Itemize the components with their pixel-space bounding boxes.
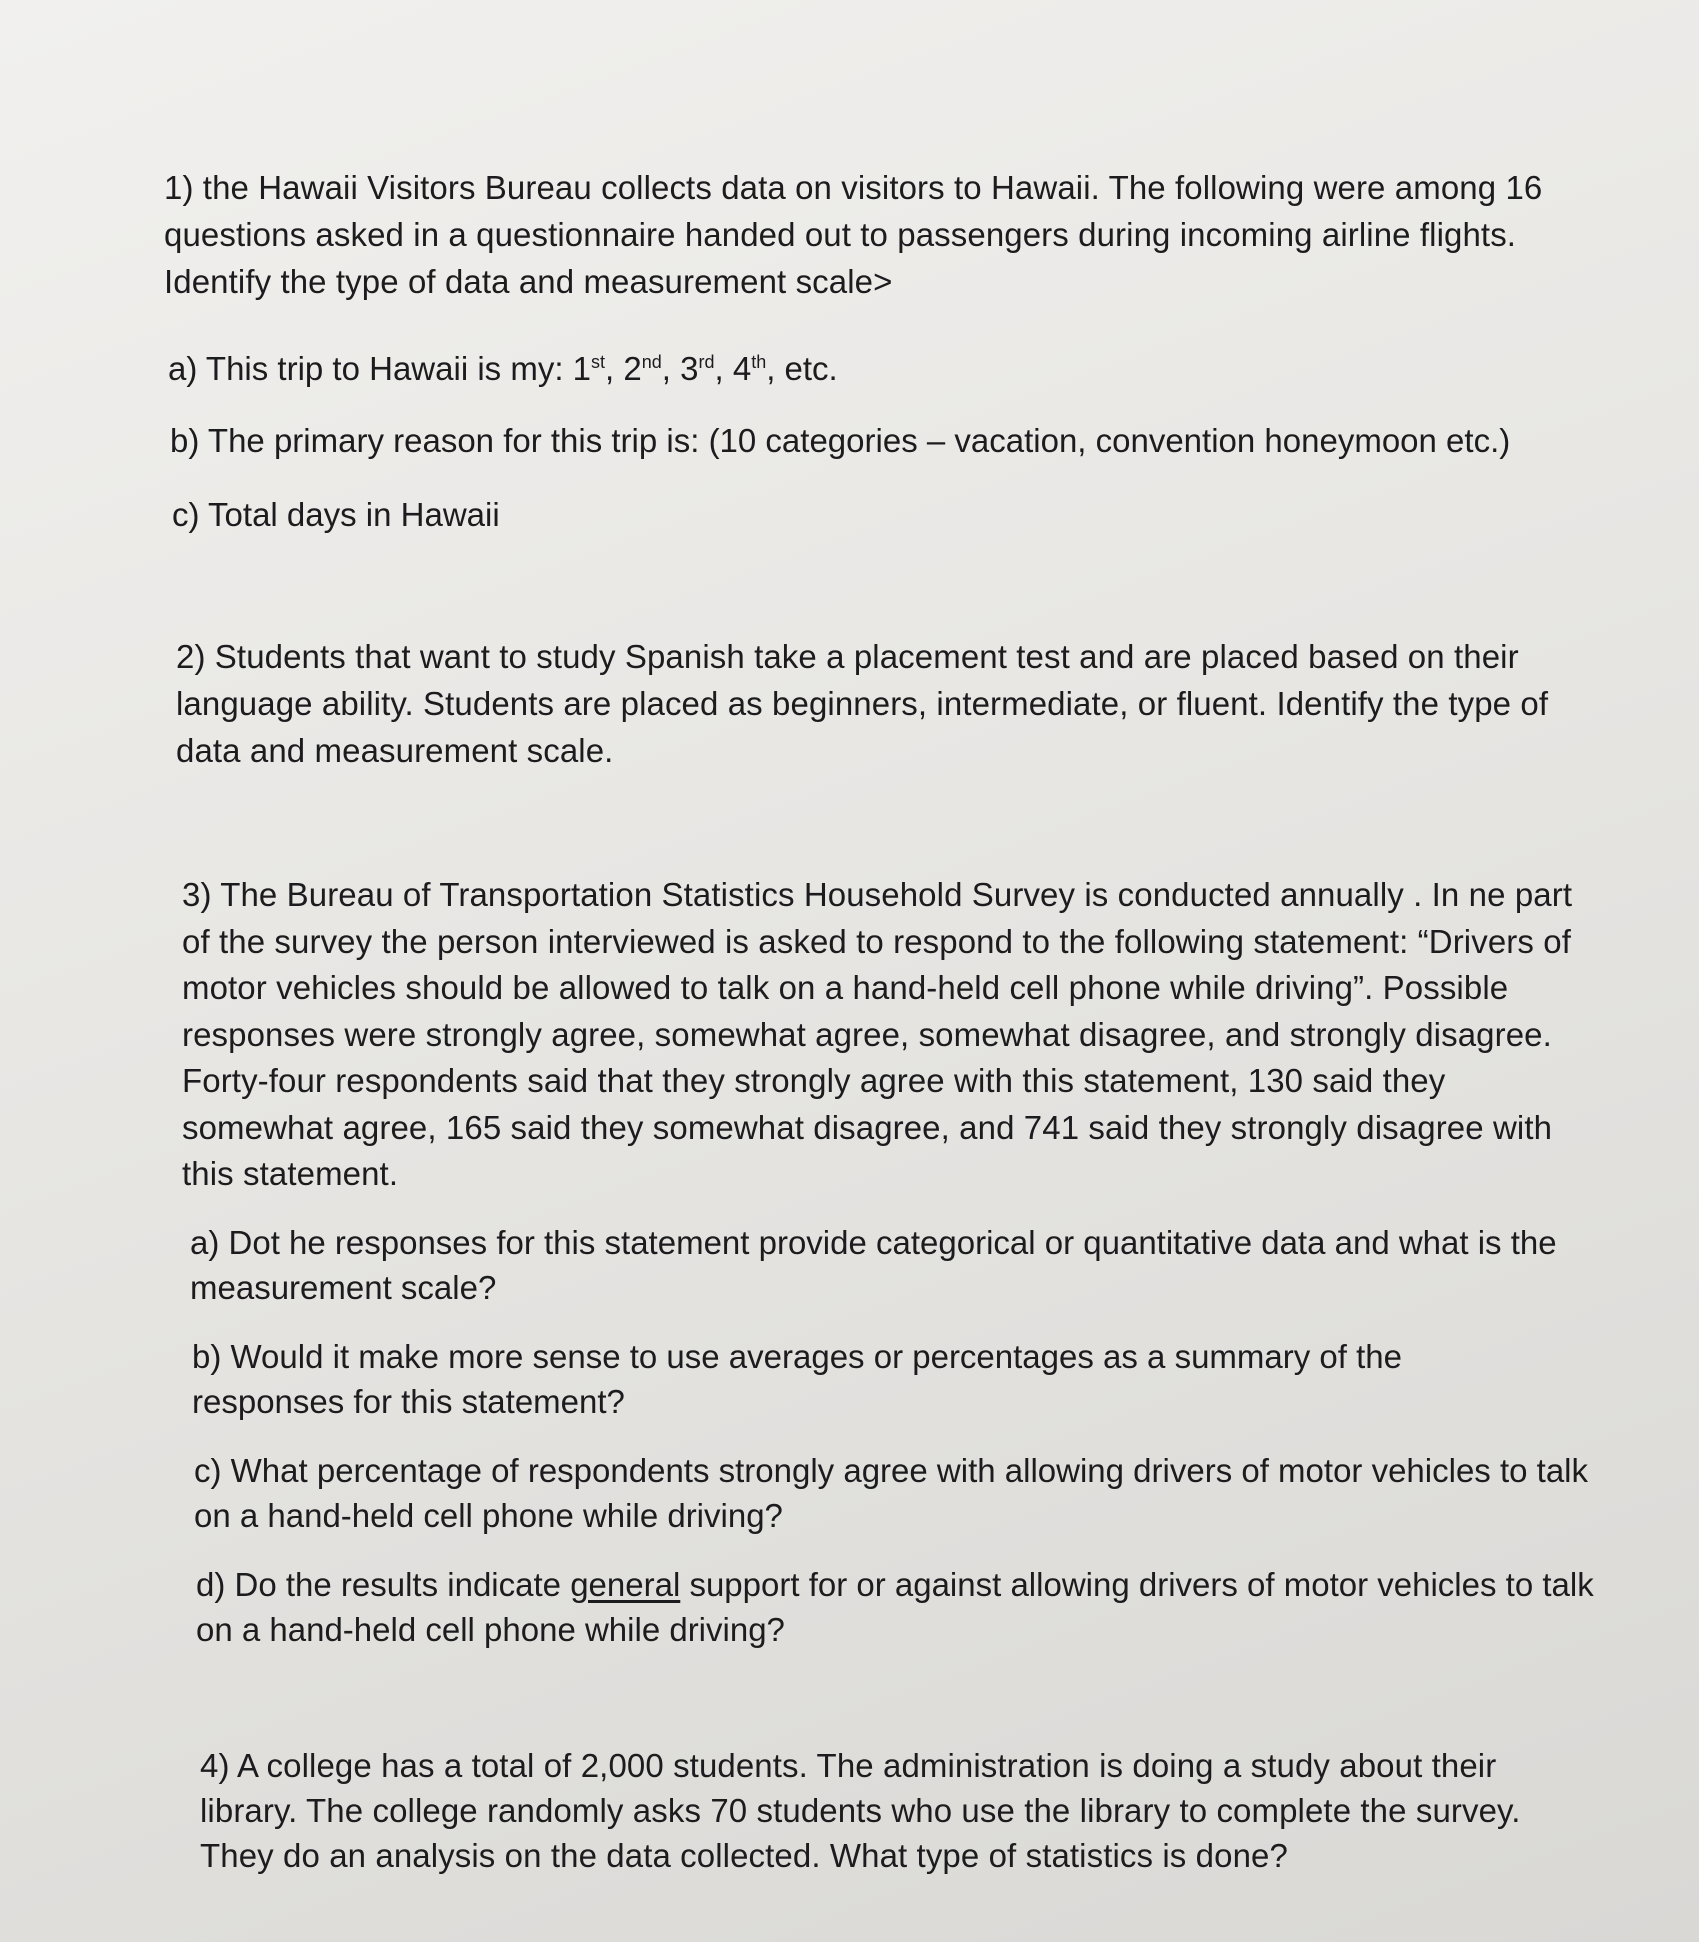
question-3d-text: d) Do the results indicate	[196, 1566, 571, 1603]
question-3d	[196, 1562, 1596, 1652]
underlined-word: general	[570, 1566, 681, 1603]
question-3c: c) What percentage of respondents strongly agree with allowing drivers of motor vehicles to talk on a hand-held cell phone while driving?	[194, 1452, 1589, 1534]
question-1a-text: , 3	[661, 350, 699, 387]
question-3d-text: support for or against allowing drivers of motor vehicles to talk on a hand-held cell phone while driving?	[196, 1566, 1594, 1648]
question-1-stem	[164, 164, 1604, 305]
ordinal-suffix: nd	[641, 352, 662, 372]
ordinal-suffix: st	[591, 352, 606, 372]
question-1a-text: a) This trip to Hawaii is my: 1	[168, 350, 592, 387]
question-1a-text: , 4	[714, 350, 752, 387]
question-3-text: 3) The Bureau of Transportation Statistics Household Survey is conducted annually . In ne part of the survey the person interviewed is asked to respond to the following statement: “Drivers of motor vehicles should be allowed to talk on a hand-held cell phone while driving”. Possible responses were strongly agree, somewhat agree, somewhat disagree, and strongly disagree. Forty-four respondents said that they strongly agree with this statement, 130 said they somewhat agree, 165 said they somewhat disagree, and 741 said they strongly disagree with this statement.	[182, 876, 1573, 1192]
question-3a: a) Dot he responses for this statement provide categorical or quantitative data and what is the measurement scale?	[190, 1224, 1557, 1306]
question-4-stem	[200, 1743, 1600, 1878]
question-1a-text: , 2	[605, 350, 642, 387]
ordinal-suffix: rd	[698, 352, 715, 372]
question-2-stem	[176, 633, 1606, 774]
question-2-text: 2) Students that want to study Spanish take a placement test and are placed based on their language ability. Students are placed as beginners, intermediate, or fluent. Identify the type of data and measurement scale.	[176, 638, 1549, 769]
question-1b: b) The primary reason for this trip is: (10 categories – vacation, convention honeymoon etc.)	[170, 422, 1511, 459]
question-3-stem	[182, 872, 1602, 1198]
question-1c: c) Total days in Hawaii	[172, 496, 500, 533]
ordinal-suffix: th	[751, 352, 767, 372]
question-3b: b) Would it make more sense to use averages or percentages as a summary of the responses for this statement?	[192, 1338, 1402, 1420]
question-1a	[168, 346, 1568, 391]
question-4-text: 4) A college has a total of 2,000 students. The administration is doing a study about their library. The college randomly asks 70 students who use the library to complete the survey. They do an analysis on the data collected. What type of statistics is done?	[200, 1747, 1521, 1874]
question-1a-text: , etc.	[766, 350, 838, 387]
question-1-text: 1) the Hawaii Visitors Bureau collects data on visitors to Hawaii. The following were among 16 questions asked in a questionnaire handed out to passengers during incoming airline flights. Identify the type of data and measurement scale>	[164, 169, 1543, 300]
